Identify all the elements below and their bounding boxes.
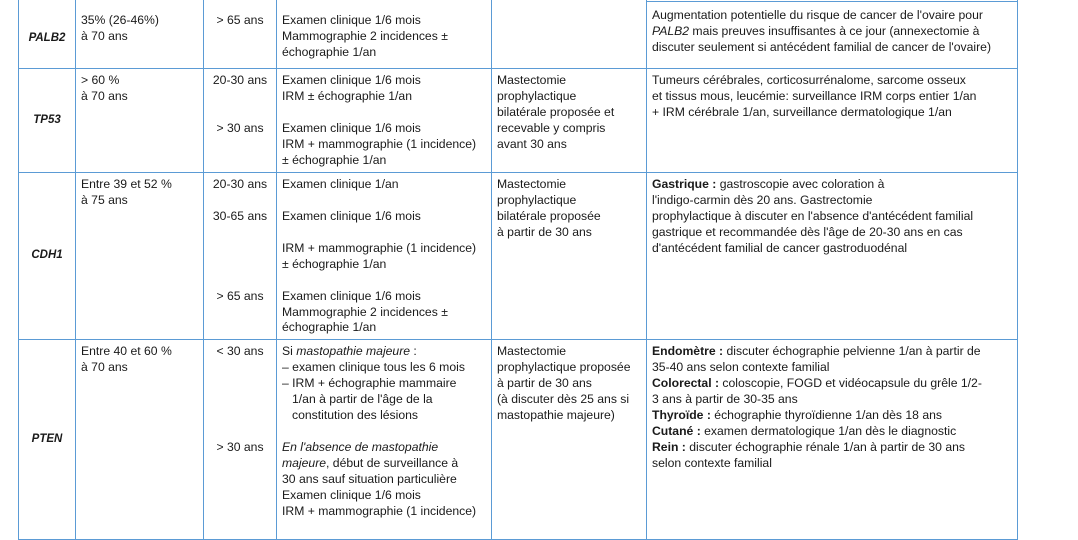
age-cell: < 30 ans > 30 ans <box>204 340 277 540</box>
other-cell: Augmentation potentielle du risque de cancer de l'ovaire pour PALB2 mais preuves insuffisantes à ce jour (annexectomie à discuter seulement si antécédent familial de cancer de l'ovaire) <box>647 0 1018 69</box>
table-row-palb2 <box>19 0 1018 69</box>
mastectomy-cell: Mastectomie prophylactique bilatérale proposée à partir de 30 ans <box>492 173 647 340</box>
age-cell: > 65 ans <box>204 0 277 69</box>
surveillance-cell: Examen clinique 1/6 mois IRM ± échographie 1/an Examen clinique 1/6 mois IRM + mammographie (1 incidence) ± échographie 1/an <box>277 69 492 173</box>
age-cell: 20-30 ans 30-65 ans > 65 ans <box>204 173 277 340</box>
table-row-tp53 <box>19 69 1018 173</box>
gene-cell: TP53 <box>19 69 76 173</box>
surveillance-cell: Examen clinique 1/an Examen clinique 1/6 mois IRM + mammographie (1 incidence) ± échographie 1/an Examen clinique 1/6 mois Mammographie 2 incidences ± échographie 1/an <box>277 173 492 340</box>
risk-cell: Entre 39 et 52 % à 75 ans <box>76 173 204 340</box>
recommendations-table <box>18 0 1018 540</box>
gene-cell: PTEN <box>19 340 76 540</box>
table-row-pten <box>19 340 1018 540</box>
mastectomy-cell: Mastectomie prophylactique proposée à partir de 30 ans (à discuter dès 25 ans si mastopathie majeure) <box>492 340 647 540</box>
age-cell: 20-30 ans > 30 ans <box>204 69 277 173</box>
mastectomy-cell: Mastectomie prophylactique bilatérale proposée et recevable y compris avant 30 ans <box>492 69 647 173</box>
surveillance-cell: Examen clinique 1/6 mois Mammographie 2 incidences ± échographie 1/an <box>277 0 492 69</box>
table-row-cdh1 <box>19 173 1018 340</box>
gene-cell: CDH1 <box>19 173 76 340</box>
risk-cell: 35% (26-46%) à 70 ans <box>76 0 204 69</box>
gene-cell: PALB2 <box>19 0 76 69</box>
other-cell: Tumeurs cérébrales, corticosurrénalome, sarcome osseux et tissus mous, leucémie: surveillance IRM corps entier 1/an + IRM cérébrale 1/an, surveillance dermatologique 1/an <box>647 69 1018 173</box>
risk-cell: > 60 % à 70 ans <box>76 69 204 173</box>
risk-cell: Entre 40 et 60 % à 70 ans <box>76 340 204 540</box>
other-cell: Endomètre : discuter échographie pelvienne 1/an à partir de 35-40 ans selon contexte familial Colorectal : coloscopie, FOGD et vidéocapsule du grêle 1/2- 3 ans à partir de 30-35 ans Thyroïde : échographie thyroïdienne 1/an dès 18 ans Cutané : examen dermatologique 1/an dès le diagnostic Rein : discuter échographie rénale 1/an à partir de 30 ans selon contexte familial <box>647 340 1018 540</box>
mastectomy-cell <box>492 0 647 69</box>
other-cell: Gastrique : gastroscopie avec coloration à l'indigo-carmin dès 20 ans. Gastrectomie prophylactique à discuter en l'absence d'antécédent familial gastrique et recommandée dès l'âge de 20-30 ans en cas d'antécédent familial de cancer gastroduodénal <box>647 173 1018 340</box>
surveillance-cell: Si mastopathie majeure : – examen clinique tous les 6 mois – IRM + échographie mammaire 1/an à partir de l'âge de la constitution des lésions En l'absence de mastopathie majeure, début de surveillance à 30 ans sauf situation particulière Examen clinique 1/6 mois IRM + mammographie (1 incidence) <box>277 340 492 540</box>
